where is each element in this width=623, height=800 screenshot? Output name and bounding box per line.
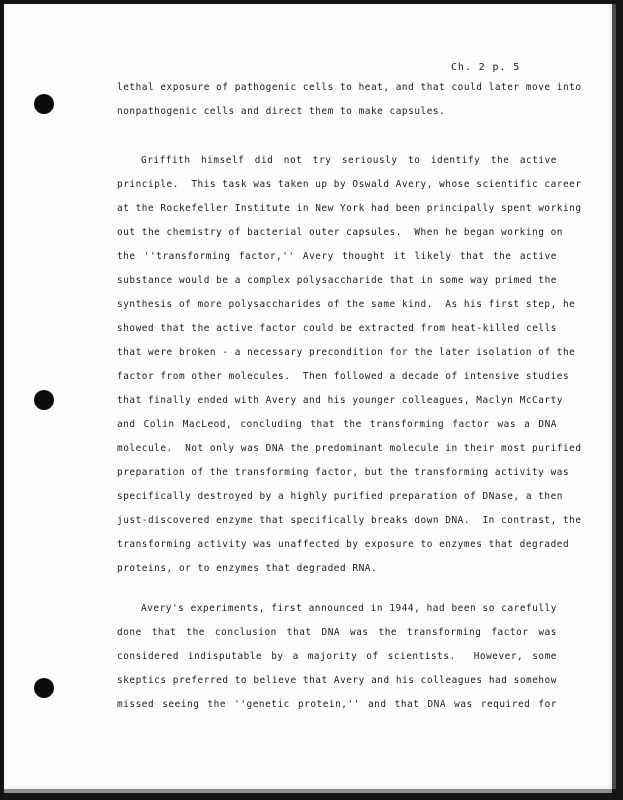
text-line: proteins, or to enzymes that degraded RNA.: [117, 563, 378, 574]
text-line: that were broken - a necessary precondition for the later isolation of the: [117, 347, 576, 358]
paper-right-shadow: [612, 4, 616, 789]
text-line: that finally ended with Avery and his younger colleagues, Maclyn McCarty: [117, 395, 563, 406]
text-line: preparation of the transforming factor, but the transforming activity was: [117, 467, 570, 478]
text-line: done that the conclusion that DNA was the transforming factor was: [117, 627, 557, 638]
text-line: lethal exposure of pathogenic cells to heat, and that could later move into: [117, 82, 582, 93]
text-line: nonpathogenic cells and direct them to make capsules.: [117, 106, 446, 117]
text-line: synthesis of more polysaccharides of the same kind. As his first step, he: [117, 299, 576, 310]
text-line: missed seeing the ''genetic protein,'' and that DNA was required for: [117, 699, 557, 710]
text-line: Griffith himself did not try seriously to identify the active: [141, 155, 557, 166]
text-line: substance would be a complex polysaccharide that in some way primed the: [117, 275, 557, 286]
text-line: specifically destroyed by a highly purified preparation of DNase, a then: [117, 491, 563, 502]
text-line: skeptics preferred to believe that Avery and his colleagues had somehow: [117, 675, 557, 686]
text-line: molecule. Not only was DNA the predominant molecule in their most purified: [117, 443, 582, 454]
text-line: and Colin MacLeod, concluding that the transforming factor was a DNA: [117, 419, 557, 430]
punch-hole-middle: [34, 390, 54, 410]
punch-hole-bottom: [34, 678, 54, 698]
page-header: Ch. 2 p. 5: [451, 62, 521, 73]
text-line: at the Rockefeller Institute in New York had been principally spent working: [117, 203, 582, 214]
paper-bottom-edge: [4, 789, 612, 793]
text-line: principle. This task was taken up by Oswald Avery, whose scientific career: [117, 179, 582, 190]
text-line: showed that the active factor could be extracted from heat-killed cells: [117, 323, 557, 334]
text-line: factor from other molecules. Then followed a decade of intensive studies: [117, 371, 570, 382]
text-line: just-discovered enzyme that specifically breaks down DNA. In contrast, the: [117, 515, 582, 526]
text-line: Avery's experiments, first announced in 1944, had been so carefully: [141, 603, 557, 614]
text-line: transforming activity was unaffected by exposure to enzymes that degraded: [117, 539, 570, 550]
text-line: the ''transforming factor,'' Avery thought it likely that the active: [117, 251, 557, 262]
text-line: out the chemistry of bacterial outer capsules. When he began working on: [117, 227, 563, 238]
text-line: considered indisputable by a majority of scientists. However, some: [117, 651, 557, 662]
punch-hole-top: [34, 94, 54, 114]
